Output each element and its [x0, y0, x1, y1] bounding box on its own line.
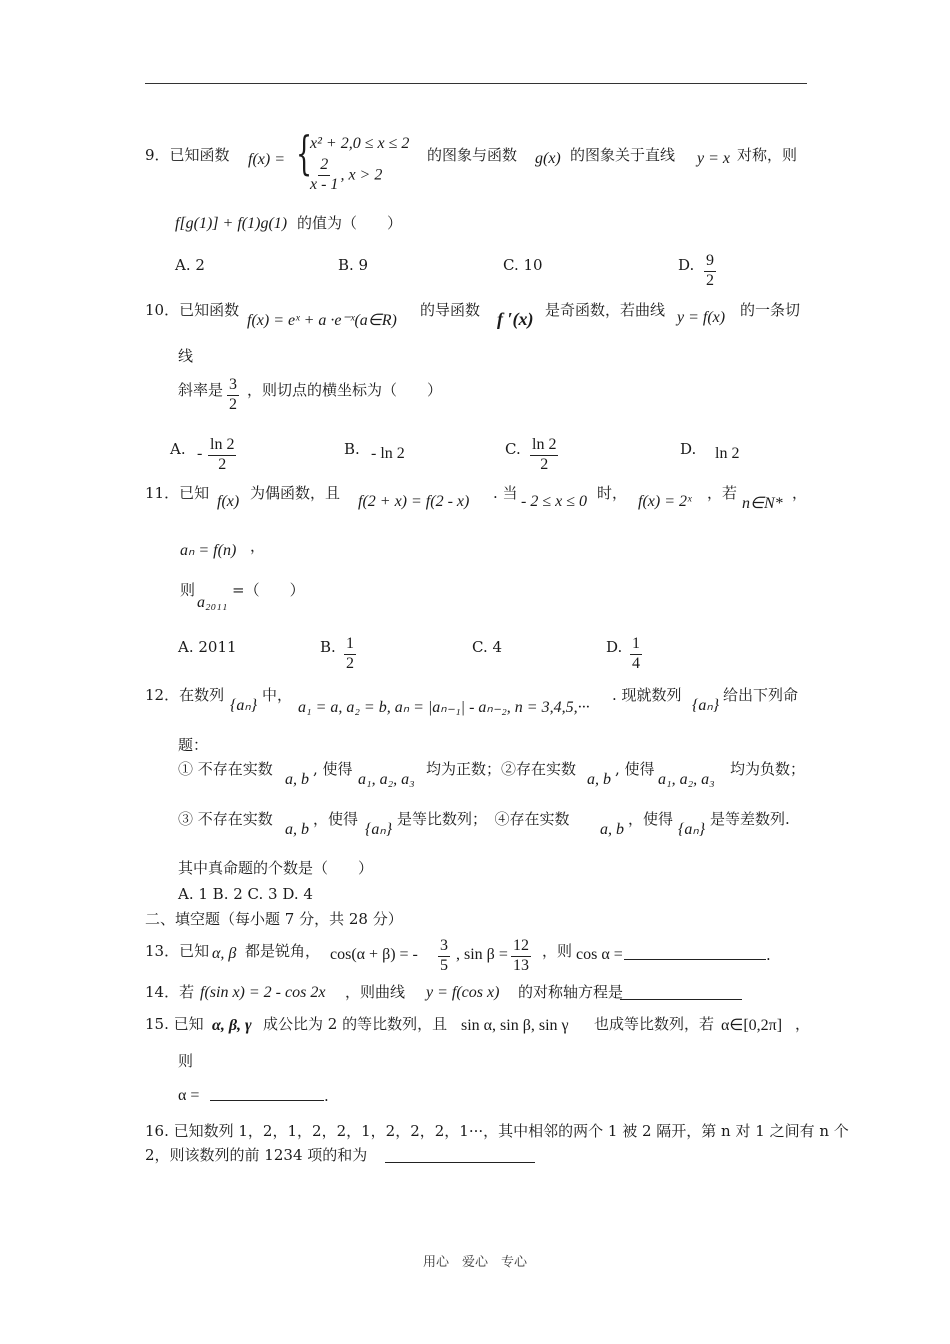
- q13-frac2: $\frac{12}{13}$: [513, 937, 529, 974]
- q12-prop1-c: 均为正数；②存在实数: [426, 760, 577, 778]
- q10-slope-label: 斜率是: [178, 381, 224, 399]
- q16-line1: 16. 已知数列 1，2，1，2，2，1，2，2，2，1···，其中相邻的两个 1 被 2 隔开，第 n 对 1 之间有 n 个: [145, 1122, 849, 1140]
- q12-prop3-b: ，使得: [313, 810, 359, 828]
- q10-option-c-frac: $\frac{\ln 2}{2}$: [532, 436, 557, 473]
- q11-text-c: 时，: [597, 484, 628, 502]
- q12-prop4-c: 是等差数列.: [710, 810, 790, 828]
- q12-text-cont: 题：: [178, 736, 209, 754]
- q15-abg: α, β, γ: [212, 1017, 252, 1034]
- section-fill-in-title: 二、填空题（每小题 7 分，共 28 分）: [145, 910, 403, 928]
- q11-text-b: . 当: [493, 484, 518, 502]
- q15-text-a: 成公比为 2 的等比数列，且: [263, 1015, 448, 1033]
- q12-prop1-ab: a, b: [285, 771, 309, 788]
- q11-option-a: A. 2011: [178, 638, 237, 656]
- q15-range: α∈[0,2π]: [721, 1017, 783, 1034]
- q12-prop3-a: ③ 不存在实数: [178, 810, 273, 828]
- q9-option-d-frac: $\frac{9}{2}$: [706, 252, 714, 289]
- q10-option-a-label: A.: [170, 440, 186, 458]
- q9-option-b: B. 9: [338, 256, 369, 274]
- q14-text-b: 的对称轴方程是: [518, 983, 624, 1001]
- q12-prop1-aaa: a₁, a₂, a₃: [358, 771, 415, 788]
- q10-fx: f(x) = eˣ + a ·e⁻ˣ(a∈R): [247, 312, 397, 329]
- q9-text-b: 的图象关于直线: [570, 146, 676, 164]
- q11-option-c: C. 4: [472, 638, 503, 656]
- page-footer: 用心 爱心 专心: [422, 1255, 527, 1270]
- q12-number: 12．在数列: [145, 686, 225, 704]
- q10-option-b-label: B.: [344, 440, 360, 458]
- q13-cosa: cos α =: [576, 946, 623, 963]
- q10-text-c: 的一条切: [740, 301, 801, 319]
- q9-text-c: 对称，则: [737, 146, 798, 164]
- q10-fprime: f ′(x): [497, 309, 534, 329]
- q14-answer-blank: [620, 985, 742, 1003]
- q9-fx: f(x) =: [248, 151, 285, 168]
- q12-prop2-ab: a, b: [587, 771, 611, 788]
- q13-sin: , sin β =: [456, 946, 508, 963]
- q10-option-a-frac: $\frac{\ln 2}{2}$: [210, 436, 235, 473]
- q16-line2: 2，则该数列的前 1234 项的和为: [145, 1146, 368, 1164]
- q9-number: 9．已知函数: [145, 146, 230, 164]
- q13-text-b: ，则: [542, 942, 573, 960]
- q14-eq: f(sin x) = 2 - cos 2x: [200, 984, 326, 1001]
- q15-then: 则: [178, 1052, 194, 1070]
- q10-text-a: 的导函数: [420, 301, 481, 319]
- q10-option-d-value: ln 2: [715, 445, 740, 462]
- q12-text-a: 中，: [262, 686, 293, 704]
- q10-number: 10．已知函数: [145, 301, 240, 319]
- q11-text-e: ，: [792, 484, 808, 502]
- q11-a2011: a₂₀₁₁: [197, 594, 228, 611]
- q9-expr: f[g(1)] + f(1)g(1): [175, 215, 288, 232]
- q10-option-b-value: - ln 2: [371, 445, 405, 462]
- q9-piece2: $\frac{2}{x - 1}$ , x > 2: [310, 156, 383, 193]
- q11-an: aₙ = f(n): [180, 542, 237, 559]
- q10-option-a-sign: -: [197, 445, 203, 462]
- q11-text-a: 为偶函数，且: [250, 484, 341, 502]
- q14-text-a: ，则曲线: [345, 983, 406, 1001]
- q9-option-d-label: D.: [678, 256, 695, 274]
- q11-nset: n∈N*: [742, 495, 783, 512]
- q12-definition: a₁ = a, a₂ = b, aₙ = |aₙ₋₁| - aₙ₋₂, n = 3,4,5,···: [298, 699, 590, 716]
- q11-text-d: ，若: [707, 484, 738, 502]
- q12-prop3-c: 是等比数列； ④存在实数: [397, 810, 570, 828]
- q9-piece1: x² + 2,0 ≤ x ≤ 2: [310, 135, 410, 152]
- q12-prop1-b: , 使得: [313, 760, 353, 778]
- q10-curve: y = f(x): [677, 309, 726, 326]
- q11-option-d-label: D.: [606, 638, 623, 656]
- q15-text-b: 也成等比数列，若: [594, 1015, 715, 1033]
- q9-text-a: 的图象与函数: [427, 146, 518, 164]
- q15-alpha: α =: [178, 1087, 200, 1104]
- q12-prop3-seq: {aₙ}: [365, 821, 393, 838]
- q14-number: 14．若: [145, 983, 195, 1001]
- q10-option-c-label: C.: [505, 440, 521, 458]
- q12-seq2: {aₙ}: [692, 697, 720, 714]
- q12-options: A. 1 B. 2 C. 3 D. 4: [178, 885, 313, 903]
- q11-then: 则: [180, 581, 196, 599]
- q12-text-c: 给出下列命: [723, 686, 799, 704]
- q15-sins: sin α, sin β, sin γ: [461, 1017, 569, 1034]
- q15-number: 15. 已知: [145, 1015, 204, 1033]
- q11-option-b-frac: $\frac{1}{2}$: [346, 635, 354, 672]
- q9-gx: g(x): [535, 150, 561, 167]
- q9-brace: {: [296, 126, 313, 180]
- q12-prop3-ab: a, b: [285, 821, 309, 838]
- q14-curve: y = f(cos x): [426, 984, 500, 1001]
- q10-text-cont: 线: [178, 347, 194, 365]
- q12-prop2-c: 均为负数；: [730, 760, 806, 778]
- q12-prop4-b: ，使得: [628, 810, 674, 828]
- q12-seq: {aₙ}: [230, 697, 258, 714]
- q12-prop2-b: , 使得: [615, 760, 655, 778]
- q13-text-a: 都是锐角，: [245, 942, 321, 960]
- q11-fx: f(x): [217, 493, 240, 510]
- q9-text-d: 的值为（ ）: [297, 214, 403, 232]
- q11-number: 11．已知: [145, 484, 210, 502]
- q12-prop1-a: ① 不存在实数: [178, 760, 273, 778]
- q13-answer-blank: .: [624, 945, 771, 963]
- q11-eq: f(2 + x) = f(2 - x): [358, 493, 470, 510]
- q11-range: - 2 ≤ x ≤ 0: [521, 493, 587, 510]
- q10-slope-tail: ，则切点的横坐标为（ ）: [247, 381, 443, 399]
- q9-option-a: A. 2: [175, 256, 205, 274]
- q10-option-d-label: D.: [680, 440, 697, 458]
- q11-option-b-label: B.: [320, 638, 336, 656]
- q15-text-c: ，: [795, 1015, 811, 1033]
- q16-answer-blank: [385, 1148, 535, 1166]
- q13-number: 13．已知: [145, 942, 210, 960]
- q9-line: y = x: [697, 150, 730, 167]
- q12-ask: 其中真命题的个数是（ ）: [178, 859, 374, 877]
- q12-prop4-seq: {aₙ}: [678, 821, 706, 838]
- q13-cos: cos(α + β) = -: [330, 946, 418, 963]
- q10-text-b: 是奇函数，若曲线: [545, 301, 666, 319]
- header-rule: [145, 83, 807, 84]
- q12-prop2-aaa: a₁, a₂, a₃: [658, 771, 715, 788]
- q15-answer-blank: .: [210, 1086, 329, 1104]
- q13-frac1: $\frac{3}{5}$: [440, 937, 448, 974]
- q11-text-f: ，: [250, 537, 266, 555]
- q12-prop4-ab: a, b: [600, 821, 624, 838]
- q13-ab: α, β: [212, 945, 237, 962]
- q11-eq-tail: =（ ）: [232, 581, 305, 599]
- q10-slope-frac: $\frac{3}{2}$: [229, 376, 237, 413]
- q9-option-c: C. 10: [503, 256, 543, 274]
- q12-text-b: . 现就数列: [612, 686, 682, 704]
- q11-option-d-frac: $\frac{1}{4}$: [632, 635, 640, 672]
- q11-fdef: f(x) = 2ˣ: [638, 493, 692, 510]
